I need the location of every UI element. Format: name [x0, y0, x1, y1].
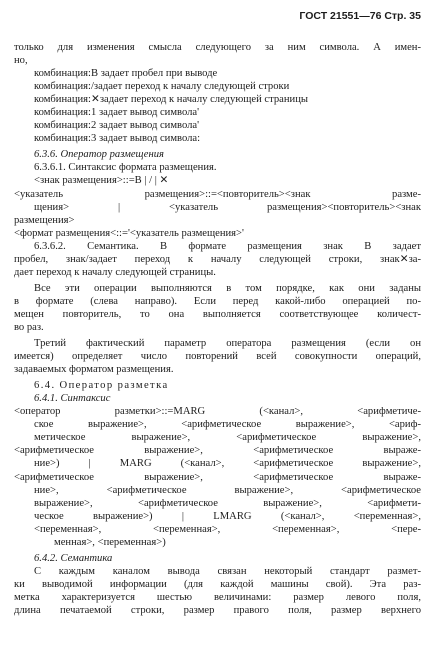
text-line: <формат размещения<::='<указатель размещения>' [14, 227, 244, 239]
text-line: щения> | <указатель размещения><повторитель><знак [34, 201, 421, 213]
text-line: выражение>, <арифметическое выражение>, <арифмети- [34, 497, 421, 509]
text-line: Все эти операции выполняются в том порядке, как они заданы [34, 282, 421, 294]
text-line: мещен повторитель, то она выполняется соответствующее количест- [14, 308, 421, 320]
text-line: <переменная>, <переменная>, <переменная>, <пере- [34, 523, 421, 535]
text-line: <арифметическое выражение>, <арифметическое выраже- [14, 445, 421, 457]
text-line: комбинация:/задает переход к началу следующей строки [34, 81, 290, 93]
text-line: комбинация:✕задает переход к началу следующей страницы [34, 94, 308, 106]
section-heading: 6.3.6. Оператор размещения [34, 149, 164, 161]
subsection-heading: 6.4.2. Семантика [34, 552, 113, 564]
text-line: <оператор разметки>::=MARG (<канал>, <арифметиче- [14, 406, 421, 418]
text-line: комбинация:3 задает вывод символа: [34, 133, 201, 145]
page-header: ГОСТ 21551—76 Стр. 35 [299, 10, 421, 22]
text-line: ки выводимой информации (для каждой машины свой). Эта раз- [14, 578, 421, 590]
text-line: дает переход к началу следующей страницы. [14, 266, 216, 278]
text-line: ское выражение>, <арифметическое выражение>, <ариф- [34, 419, 421, 431]
text-line: комбинация:1 задает вывод символа' [34, 107, 200, 119]
text-line: длина печатаемой строки, размер правого поля, размер верхнего [14, 604, 421, 616]
subsection-heading: 6.4.1. Синтаксис [34, 393, 111, 405]
text-line: 6.3.6.2. Семантика. В формате размещения знак B задает [34, 240, 421, 252]
text-line: С каждым каналом вывода связан некоторый стандарт размет- [34, 565, 421, 577]
text-line: <знак размещения>::=B | / | ✕ [34, 175, 169, 187]
text-line: пробел, знак/задает переход к началу следующей строки, знак✕за- [14, 253, 421, 265]
text-line: ние>) | MARG (<канал>, <арифметическое выражение>, [34, 458, 421, 470]
text-line: размещения> [14, 214, 75, 226]
text-line: комбинация:B задает пробел при выводе [34, 68, 218, 80]
text-line: комбинация:2 задает вывод символа' [34, 120, 200, 132]
text-line: ние>, <арифметическое выражение>, <арифметическое [34, 484, 421, 496]
text-line: имеется) определяет число повторений всей совокупности операций, [14, 351, 421, 363]
text-line: 6.3.6.1. Синтаксис формата размещения. [34, 162, 217, 174]
text-line: задаваемых форматом размещения. [14, 364, 174, 376]
text-line: только для изменения смысла следующего за ним символа. А имен- [14, 42, 421, 53]
text-line: во раз. [14, 321, 44, 333]
text-line: но, [14, 55, 28, 67]
text-line: Третий фактический параметр оператора размещения (если он [34, 338, 421, 350]
text-line: ческое выражение>) | LMARG (<канал>, <переменная>, [34, 510, 421, 522]
text-line: менная>, <переменная>) [54, 536, 166, 548]
text-line: в формате (слева направо). Если перед какой-либо операцией по- [14, 295, 421, 307]
text-line: <указатель размещения>::=<повторитель><знак разме- [14, 188, 421, 200]
section-heading: 6.4. Оператор разметка [34, 380, 169, 392]
text-line: метка характеризуется шестью величинами: размер левого поля, [14, 591, 421, 603]
text-line: метическое выражение>, <арифметическое выражение>, [34, 432, 421, 444]
text-line: <арифметическое выражение>, <арифметическое выраже- [14, 471, 421, 483]
